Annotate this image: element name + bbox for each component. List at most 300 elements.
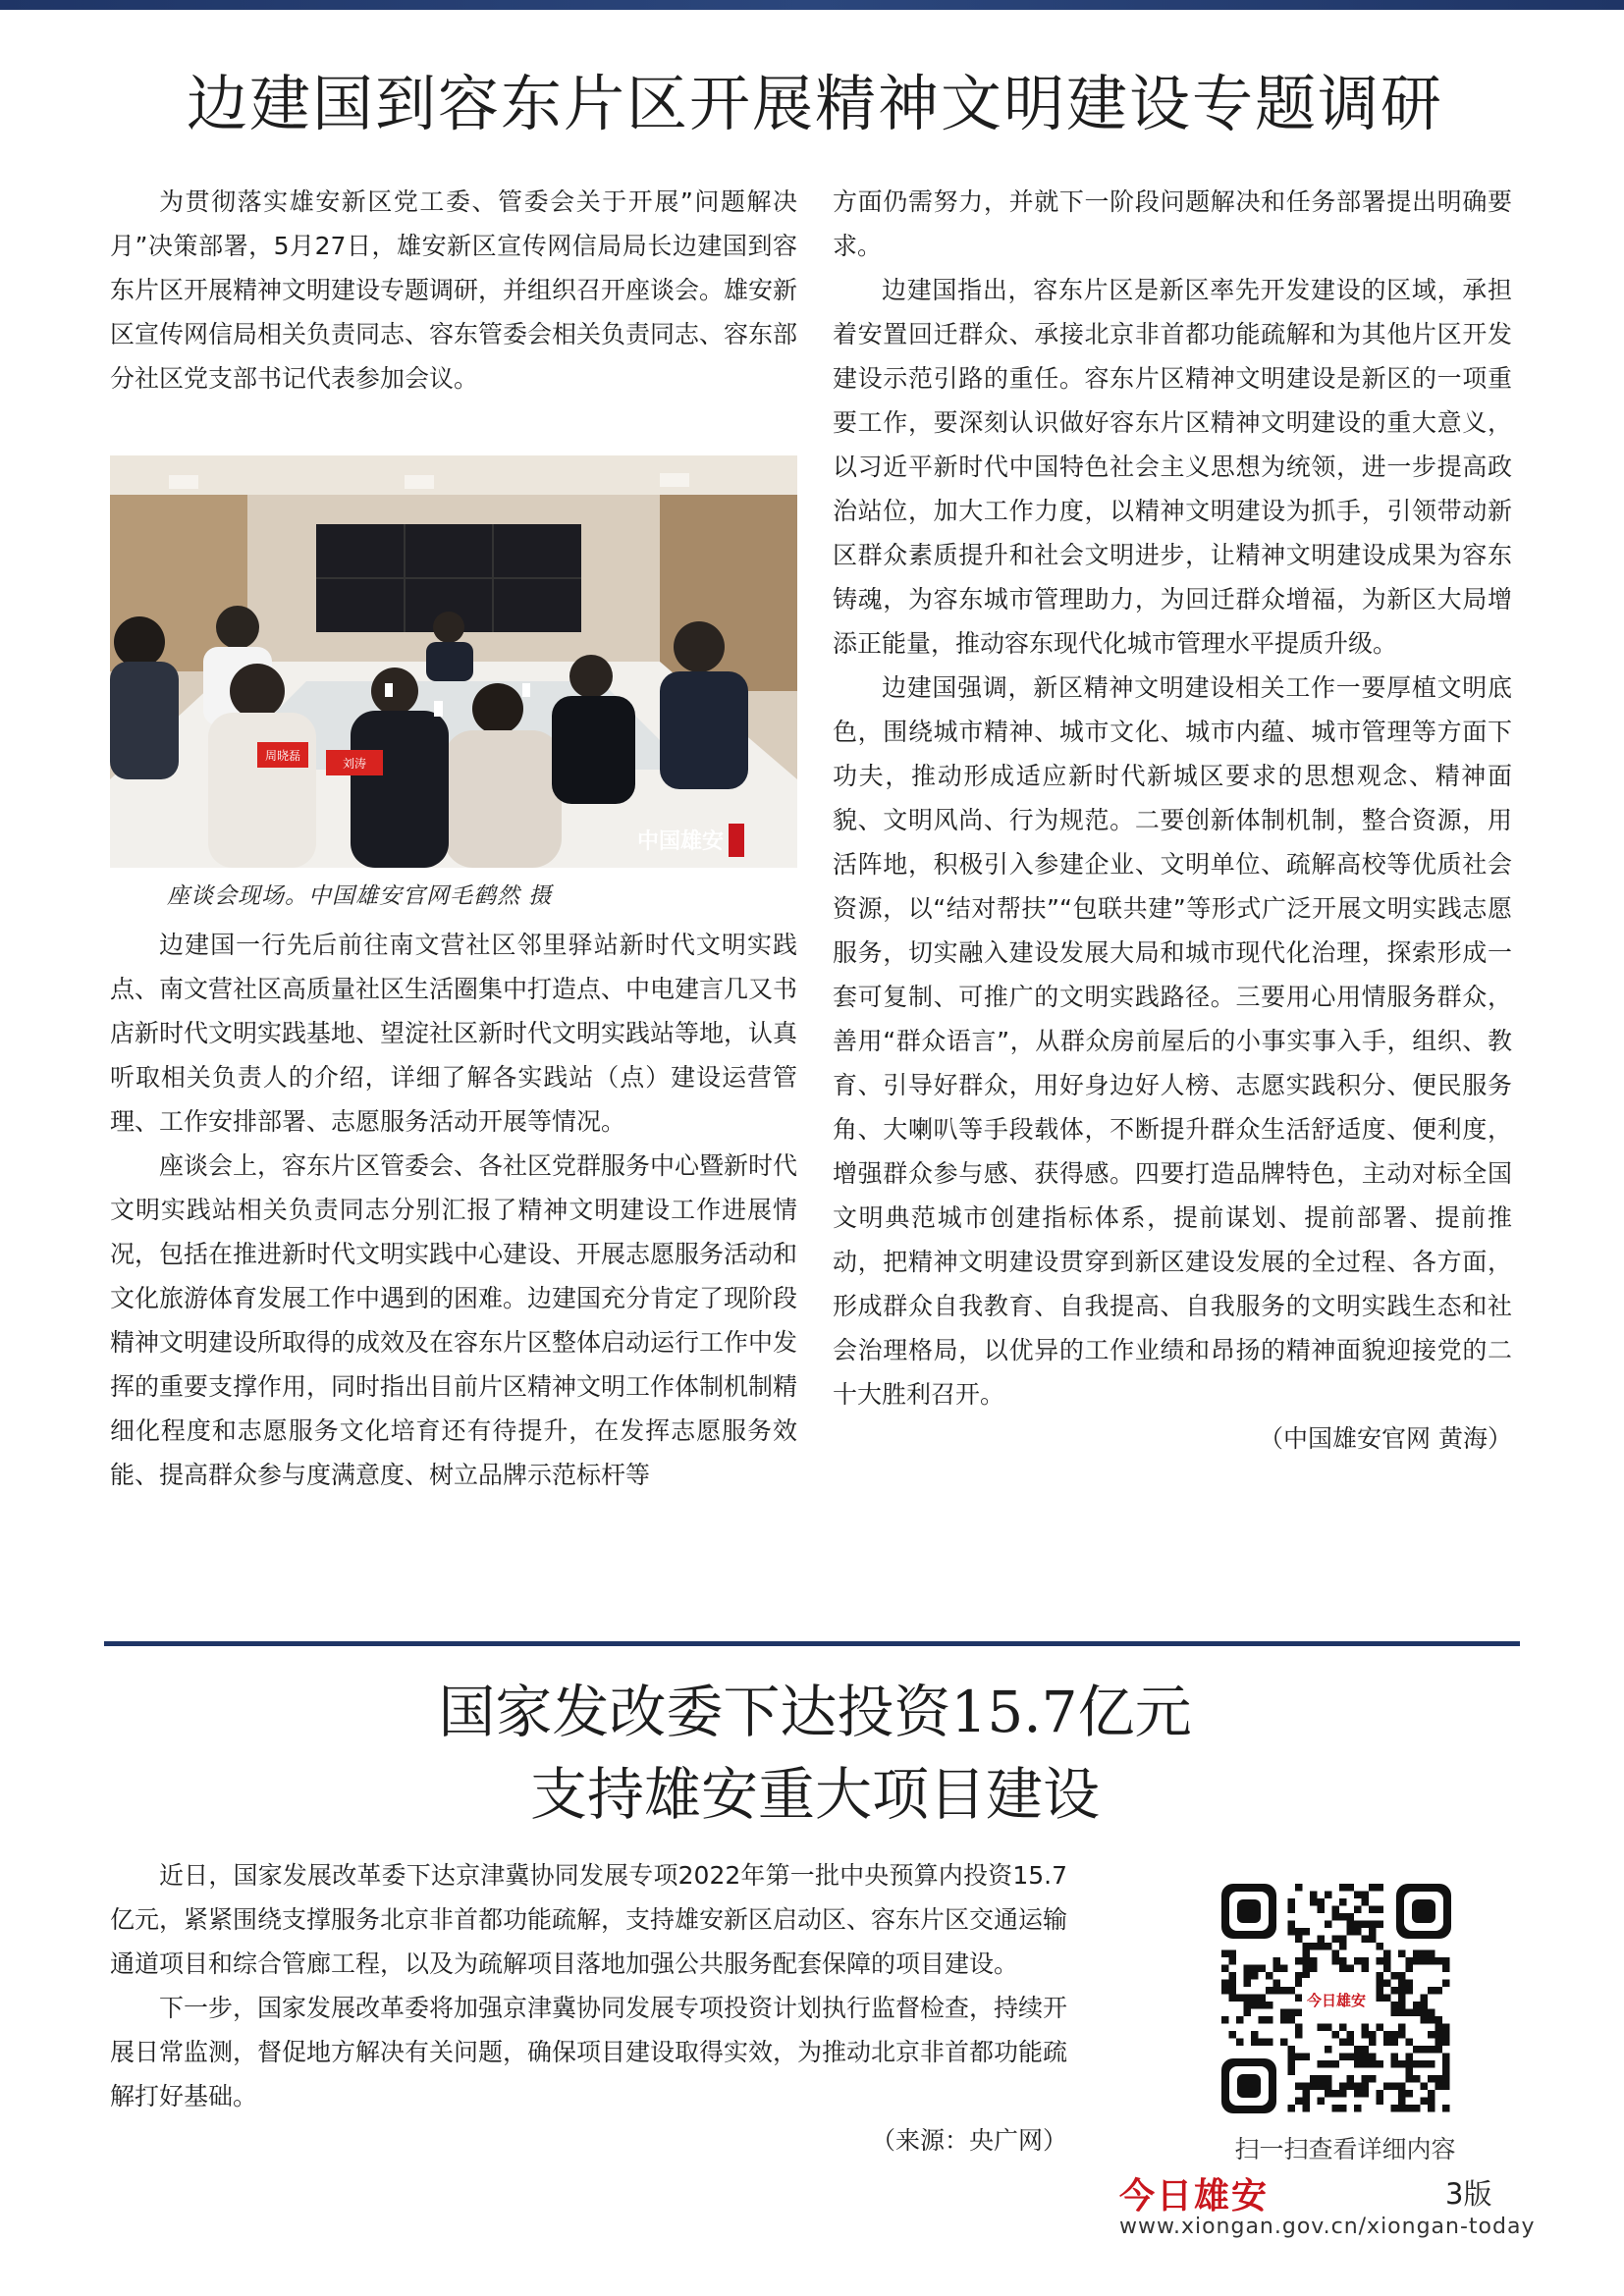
qr-module [1325,2024,1332,2032]
qr-module [1421,1957,1429,1965]
qr-module [1369,2039,1377,2047]
qr-module [1377,1972,1384,1980]
qr-module [1442,2083,1450,2091]
qr-module [1229,2031,1237,2039]
qr-module [1442,2031,1450,2039]
qr-module [1295,1972,1303,1980]
qr-module [1244,1995,1252,2002]
qr-module [1288,2046,1296,2054]
article2-paragraph-2: 下一步，国家发展改革委将加强京津冀协同发展专项投资计划执行监督检查，持续开展日常监测，督促地方解决有关问题，确保项目建设取得实效，为推动北京非首都功能疏解打好基础。 [110,1994,1068,2110]
section-divider [104,1641,1520,1646]
qr-module [1339,1943,1347,1950]
qr-module [1347,2039,1355,2047]
qr-module [1347,2031,1355,2039]
qr-module [1398,2024,1406,2032]
qr-module [1398,1980,1406,1988]
qr-module [1310,1898,1318,1906]
qr-module [1266,2039,1273,2047]
qr-module [1339,2105,1347,2112]
qr-module [1428,2009,1435,2017]
qr-module [1398,2009,1406,2017]
qr-module [1251,2002,1259,2009]
qr-module [1339,1957,1347,1965]
qr-module [1377,1884,1384,1892]
qr-module [1362,1936,1370,1944]
top-color-band [0,0,1624,10]
qr-module [1354,2060,1362,2068]
qr-module [1266,2016,1273,2024]
qr-module [1332,1957,1340,1965]
article-column-left-top [110,180,797,400]
qr-module [1435,2016,1443,2024]
qr-module [1428,1987,1435,1995]
qr-module [1295,1957,1303,1965]
qr-module [1354,1957,1362,1965]
qr-module [1251,1972,1259,1980]
qr-module [1318,1943,1326,1950]
qr-module [1325,2090,1332,2098]
article-byline: （中国雄安官网 黄海） [1259,1424,1512,1453]
qr-module [1295,1980,1303,1988]
qr-module [1354,2090,1362,2098]
qr-module [1442,2024,1450,2032]
qr-module [1435,2075,1443,2083]
qr-module [1377,2090,1384,2098]
qr-module [1236,1995,1244,2002]
qr-module [1377,1980,1384,1988]
qr-module [1391,2002,1399,2009]
qr-module [1406,2039,1414,2047]
qr-module [1303,1957,1311,1965]
qr-module [1377,1957,1384,1965]
qr-module [1421,2060,1429,2068]
qr-module [1442,1957,1450,1965]
qr-module [1428,2075,1435,2083]
qr-module [1288,2054,1296,2061]
qr-module [1339,1884,1347,1892]
qr-module [1398,1995,1406,2002]
qr-module [1442,2039,1450,2047]
qr-module [1347,1965,1355,1973]
qr-module [1383,1995,1391,2002]
qr-module [1295,1936,1303,1944]
qr-module [1318,1906,1326,1914]
qr-module [1391,2039,1399,2047]
qr-module [1421,2002,1429,2009]
qr-module [1259,2016,1267,2024]
qr-module [1398,2060,1406,2068]
article2-title-line2: 支持雄安重大项目建设 [529,1761,1100,1828]
qr-module [1354,1906,1362,1914]
qr-module [1339,1965,1347,1973]
qr-module [1369,2031,1377,2039]
qr-module [1369,1906,1377,1914]
qr-module [1406,2075,1414,2083]
qr-module [1295,1928,1303,1936]
qr-module [1303,2090,1311,2098]
qr-module [1318,2083,1326,2091]
qr-module [1347,1884,1355,1892]
nameplate-1: 周晓磊 [264,749,301,763]
paragraph-forum-continued: 方面仍需努力，并就下一阶段问题解决和任务部署提出明确要求。 [833,187,1512,260]
qr-caption: 扫一扫查看详细内容 [1234,2135,1456,2163]
qr-module [1377,2060,1384,2068]
qr-module [1318,2098,1326,2106]
qr-module [1332,1906,1340,1914]
qr-module [1318,2024,1326,2032]
qr-module [1310,1965,1318,1973]
qr-module [1369,2075,1377,2083]
qr-module [1369,1921,1377,1929]
qr-code[interactable] [1218,1880,1455,2117]
qr-module [1383,2083,1391,2091]
qr-module [1413,2075,1421,2083]
footer-brand: 今日雄安 [1119,2175,1270,2216]
qr-module [1229,1972,1237,1980]
qr-module [1295,2009,1303,2017]
qr-module [1377,1906,1384,1914]
qr-module [1398,2090,1406,2098]
qr-module [1332,2090,1340,2098]
qr-module [1391,2060,1399,2068]
qr-module [1413,2002,1421,2009]
qr-module [1362,2060,1370,2068]
qr-module [1339,1898,1347,1906]
qr-module [1398,1987,1406,1995]
qr-module [1435,1987,1443,1995]
qr-module [1339,1913,1347,1921]
qr-module [1435,2046,1443,2054]
qr-module [1421,2046,1429,2054]
qr-module [1303,2083,1311,2091]
qr-module [1421,2009,1429,2017]
qr-module [1288,1987,1296,1995]
qr-module [1347,2083,1355,2091]
qr-module [1442,2075,1450,2083]
qr-module [1383,1957,1391,1965]
qr-module [1339,2090,1347,2098]
qr-module [1435,1957,1443,1965]
qr-module [1310,2083,1318,2091]
qr-module [1221,1965,1229,1973]
article-title: 边建国到容东片区开展精神文明建设专题调研 [186,68,1443,139]
qr-module [1295,2083,1303,2091]
qr-module [1354,1928,1362,1936]
qr-module [1428,2016,1435,2024]
qr-module [1288,1906,1296,1914]
photo-watermark: 中国雄安 [636,828,724,854]
qr-module [1398,1972,1406,1980]
article-column-right [833,180,1512,1461]
qr-module [1295,2098,1303,2106]
qr-module [1391,1987,1399,1995]
qr-module [1259,2039,1267,2047]
qr-module [1413,2009,1421,2017]
qr-module [1406,2068,1414,2076]
qr-module [1325,2046,1332,2054]
qr-module [1442,2105,1450,2112]
paragraph-pointed-out: 边建国指出，容东片区是新区率先开发建设的区域，承担着安置回迁群众、承接北京非首都功能疏解和为其他片区开发建设示范引路的重任。容东片区精神文明建设是新区的一项重要工作，要深刻认识做好容东片区精神文明建设的重大意义，以习近平新时代中国特色社会主义思想为统领，进一步提高政治站位，加大工作力度，以精神文明建设为抓手，引领带动新区群众素质提升和社会文明进步，让精神文明建设成果为容东铸魂，为容东城市管理助力，为回迁群众增福，为新区大局增添正能量，推动容东现代化城市管理水平提质升级。 [833,276,1512,658]
qr-module [1362,1957,1370,1965]
qr-module [1398,2105,1406,2112]
qr-module [1288,1898,1296,1906]
qr-module [1406,2054,1414,2061]
qr-module [1383,2031,1391,2039]
qr-module [1354,1892,1362,1899]
qr-module [1398,2002,1406,2009]
qr-module [1347,2054,1355,2061]
qr-module [1288,2009,1296,2017]
qr-module [1310,1957,1318,1965]
qr-module [1266,1987,1273,1995]
qr-module [1325,1943,1332,1950]
qr-module [1325,1921,1332,1929]
qr-module [1332,2105,1340,2112]
qr-module [1406,2105,1414,2112]
qr-module [1435,2024,1443,2032]
qr-module [1362,1921,1370,1929]
qr-module [1244,2009,1252,2017]
qr-module [1383,2039,1391,2047]
qr-module [1347,1913,1355,1921]
qr-module [1295,2031,1303,2039]
qr-module [1280,1987,1288,1995]
qr-module [1303,1965,1311,1973]
qr-module [1288,1921,1296,1929]
qr-module [1398,2098,1406,2106]
article2-source: （来源：央广网） [870,2126,1067,2155]
article2-title-line1: 国家发改委下达投资15.7亿元 [438,1679,1192,1745]
qr-module [1428,2098,1435,2106]
qr-module [1406,2090,1414,2098]
photo-caption: 座谈会现场。中国雄安官网毛鹤然 摄 [167,883,553,909]
qr-module [1318,1898,1326,1906]
paragraph-emphasized: 边建国强调，新区精神文明建设相关工作一要厚植文明底色，围绕城市精神、城市文化、城市内蕴、城市管理等方面下功夫，推动形成适应新时代新城区要求的思想观念、精神面貌、文明风尚、行为规范。二要创新体制机制，整合资源，用活阵地，积极引入参建企业、文明单位、疏解高校等优质社会资源，以“结对帮扶”“包联共建”等形式广泛开展文明实践志愿服务，切实融入建设发展大局和城市现代化治理，探索形成一套可复制、可推广的文明实践路径。三要用心用情服务群众，善用“群众语言”，从群众房前屋后的小事实事入手，组织、教育、引导好群众，用好身边好人榜、志愿实践积分、便民服务角、大喇叭等手段载体，不断提升群众生活舒适度、便利度，增强群众参与感、获得感。四要打造品牌特色，主动对标全国文明典范城市创建指标体系，提前谋划、提前部署、提前推动，把精神文明建设贯穿到新区建设发展的全过程、各方面，形成群众自我教育、自我提高、自我服务的文明实践生态和社会治理格局，以优异的工作业绩和昂扬的精神面貌迎接党的二十大胜利召开。 [833,673,1512,1409]
qr-module [1362,1898,1370,1906]
qr-module [1391,2083,1399,2091]
qr-module [1251,2031,1259,2039]
article2-body [110,1853,1067,2163]
qr-module [1295,1995,1303,2002]
qr-module [1251,2039,1259,2047]
qr-module [1413,2105,1421,2112]
qr-module [1244,1980,1252,1988]
qr-module [1406,1965,1414,1973]
qr-module [1398,2083,1406,2091]
qr-module [1280,2039,1288,2047]
qr-module [1318,2060,1326,2068]
qr-module [1259,1995,1267,2002]
qr-module [1251,1965,1259,1973]
qr-module [1362,1892,1370,1899]
qr-module [1413,1950,1421,1958]
qr-module [1428,2105,1435,2112]
page-number: 3版 [1445,2177,1492,2211]
qr-module [1221,1950,1229,1958]
qr-module [1406,2009,1414,2017]
qr-module [1428,2090,1435,2098]
qr-module [1406,1987,1414,1995]
qr-module [1280,1965,1288,1973]
qr-module [1339,2054,1347,2061]
qr-center-label: 今日雄安 [1306,1992,1367,2009]
qr-module [1318,1936,1326,1944]
qr-module [1280,2009,1288,2017]
qr-module [1406,1957,1414,1965]
qr-module [1391,2009,1399,2017]
qr-module [1303,2054,1311,2061]
qr-module [1273,1965,1281,1973]
qr-module [1413,1957,1421,1965]
qr-module [1354,2054,1362,2061]
qr-module [1406,1980,1414,1988]
qr-module [1310,2075,1318,2083]
paragraph-forum: 座谈会上，容东片区管委会、各社区党群服务中心暨新时代文明实践站相关负责同志分别汇报了精神文明建设工作进展情况，包括在推进新时代文明实践中心建设、开展志愿服务活动和文化旅游体育发展工作中遇到的困难。边建国充分肯定了现阶段精神文明建设所取得的成效及在容东片区整体启动运行工作中发挥的重要支撑作用，同时指出目前片区精神文明工作体制机制精细化程度和志愿服务文化培育还有待提升，在发挥志愿服务效能、提高群众参与度满意度、树立品牌示范标杆等 [110,1151,798,1489]
paragraph-visit: 边建国一行先后前往南文营社区邻里驿站新时代文明实践点、南文营社区高质量社区生活圈集中打造点、中电建言几又书店新时代文明实践基地、望淀社区新时代文明实践站等地，认真听取相关负责人的介绍，详细了解各实践站（点）建设运营管理、工作安排部署、志愿服务活动开展等情况。 [110,931,798,1136]
meeting-photo [110,455,797,868]
qr-module [1221,1987,1229,1995]
qr-module [1288,2068,1296,2076]
qr-module [1362,2075,1370,2083]
qr-module [1339,1936,1347,1944]
qr-module [1369,1884,1377,1892]
qr-module [1347,1928,1355,1936]
qr-module [1221,2016,1229,2024]
qr-module [1442,2054,1450,2061]
qr-module [1339,2083,1347,2091]
qr-module [1288,2060,1296,2068]
qr-module [1236,2016,1244,2024]
qr-module [1377,1995,1384,2002]
qr-module [1244,1972,1252,1980]
qr-module [1421,1995,1429,2002]
qr-module [1369,2054,1377,2061]
qr-module [1398,2031,1406,2039]
qr-module [1303,2098,1311,2106]
qr-module [1421,1950,1429,1958]
qr-module [1339,2024,1347,2032]
qr-module [1325,1892,1332,1899]
qr-code-graphic [1218,1880,1455,2117]
qr-module [1406,2060,1414,2068]
qr-module [1362,2031,1370,2039]
qr-module [1303,1928,1311,1936]
qr-module [1325,2075,1332,2083]
qr-module [1391,1972,1399,1980]
qr-module [1273,1957,1281,1965]
qr-module [1332,1913,1340,1921]
qr-module [1354,2046,1362,2054]
qr-module [1398,1950,1406,1958]
qr-module [1383,1965,1391,1973]
qr-module [1442,2068,1450,2076]
qr-module [1391,2105,1399,2112]
qr-module [1377,2098,1384,2106]
qr-module [1362,2090,1370,2098]
qr-module [1229,1950,1237,1958]
qr-module [1266,2002,1273,2009]
qr-module [1288,2105,1296,2112]
qr-module [1421,2098,1429,2106]
qr-module [1413,2046,1421,2054]
qr-module [1332,1936,1340,1944]
qr-module [1244,2002,1252,2009]
qr-module [1295,2054,1303,2061]
qr-module [1229,1957,1237,1965]
qr-module [1259,2002,1267,2009]
qr-module [1318,2075,1326,2083]
qr-module [1435,2083,1443,2091]
qr-module [1362,2083,1370,2091]
qr-module [1347,2075,1355,2083]
qr-module [1421,2083,1429,2091]
qr-module [1303,2105,1311,2112]
qr-module [1362,2054,1370,2061]
qr-module [1428,1957,1435,1965]
qr-module [1354,2105,1362,2112]
qr-module [1347,1921,1355,1929]
nameplate-2: 刘涛 [342,757,367,771]
qr-module [1273,1980,1281,1988]
article2-title [108,1671,1522,1836]
qr-module [1244,1965,1252,1973]
qr-module [1369,1936,1377,1944]
qr-module [1354,2083,1362,2091]
qr-module [1354,1921,1362,1929]
qr-module [1266,1972,1273,1980]
qr-module [1288,1928,1296,1936]
qr-module [1377,1943,1384,1950]
qr-module [1325,2060,1332,2068]
qr-module [1362,2046,1370,2054]
qr-module [1377,1921,1384,1929]
article-column-left-bottom [110,923,797,1497]
qr-module [1229,1987,1237,1995]
qr-module [1295,1884,1303,1892]
qr-module [1391,2031,1399,2039]
qr-module [1280,2016,1288,2024]
qr-module [1229,1980,1237,1988]
qr-module [1428,2046,1435,2054]
qr-module [1369,1928,1377,1936]
qr-module [1236,2039,1244,2047]
qr-module [1413,2060,1421,2068]
footer-url[interactable]: www.xiongan.gov.cn/xiongan-today [1119,2215,1536,2239]
qr-module [1303,1943,1311,1950]
qr-module [1295,2024,1303,2032]
qr-module [1442,1980,1450,1988]
qr-module [1332,1950,1340,1958]
qr-module [1288,2016,1296,2024]
qr-module [1310,1943,1318,1950]
qr-module [1259,1965,1267,1973]
qr-module [1362,2024,1370,2032]
qr-module [1428,2031,1435,2039]
qr-module [1221,1980,1229,1988]
qr-module [1339,2039,1347,2047]
qr-module [1391,2054,1399,2061]
qr-module [1442,2060,1450,2068]
qr-module [1332,2031,1340,2039]
qr-module [1229,1995,1237,2002]
qr-module [1377,1987,1384,1995]
qr-module [1369,2060,1377,2068]
qr-module [1362,1965,1370,1973]
qr-module [1332,2060,1340,2068]
qr-module [1435,2039,1443,2047]
qr-module [1310,1892,1318,1899]
qr-module [1325,2083,1332,2091]
